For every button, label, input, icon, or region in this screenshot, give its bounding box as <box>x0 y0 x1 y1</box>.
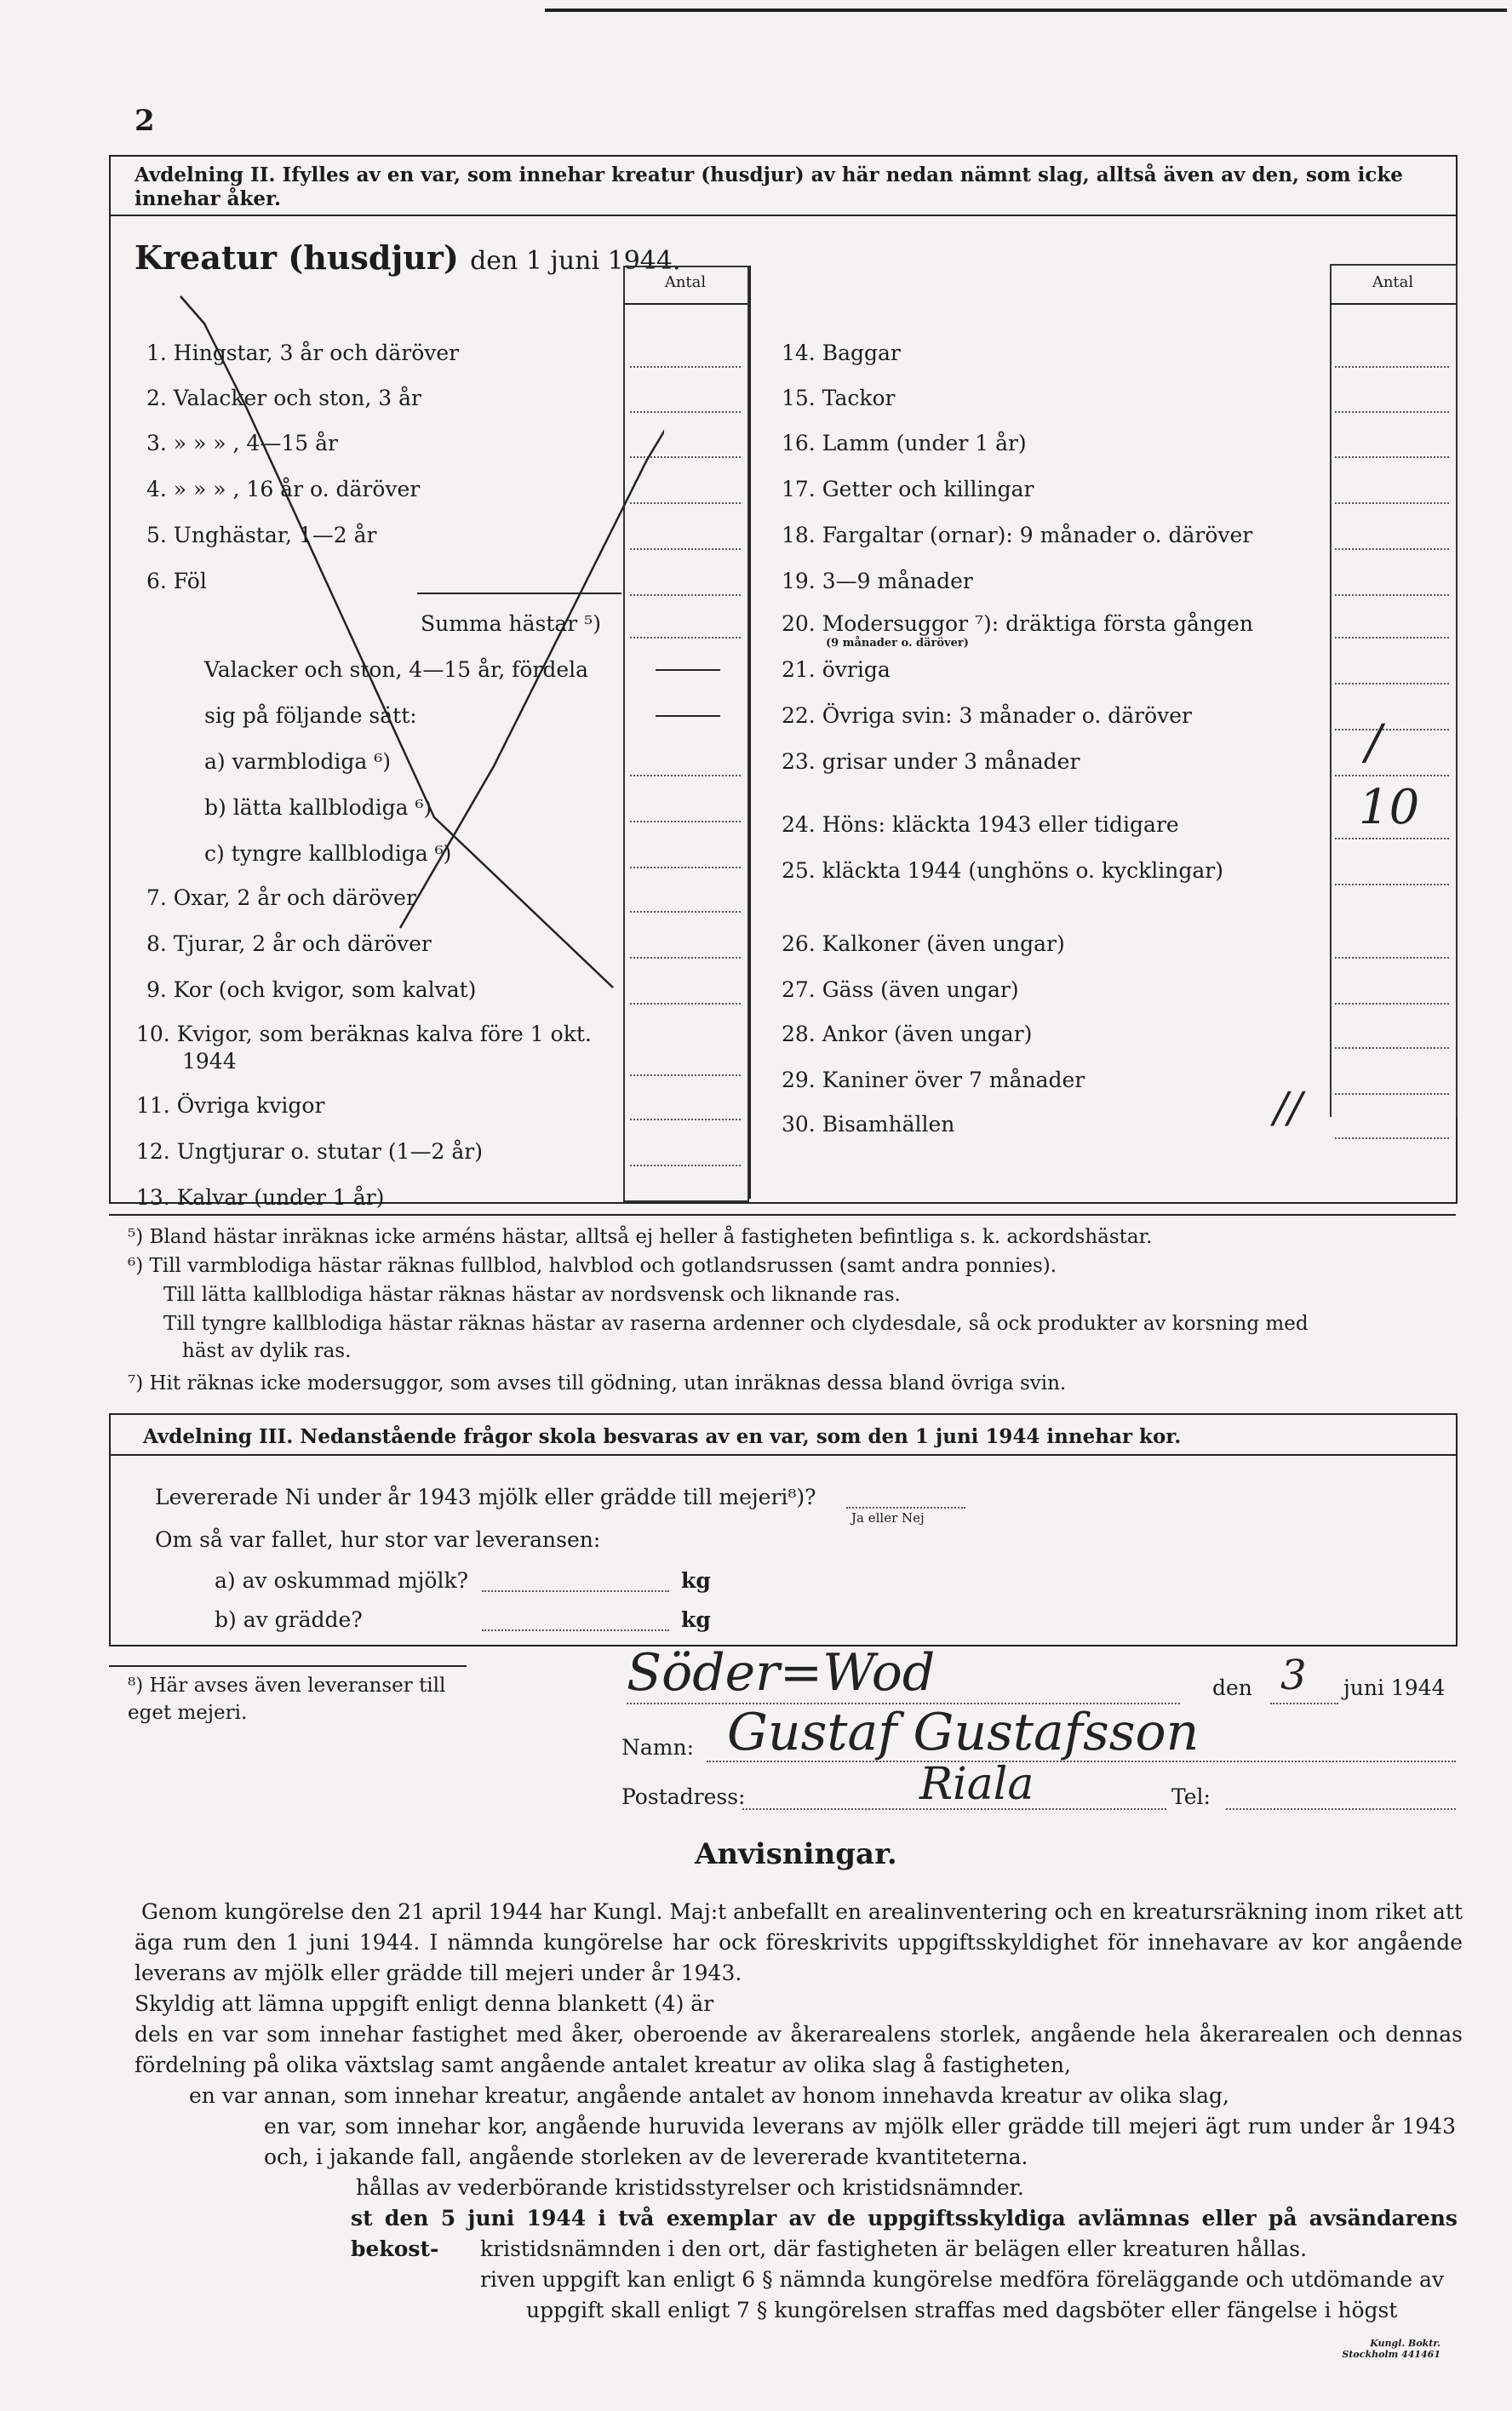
answer-line <box>1335 1003 1449 1005</box>
value-bee-mark: // <box>1274 1083 1303 1132</box>
left-count-header: Antal <box>664 273 707 291</box>
instructions-para-9: riven uppgift kan enligt 6 § nämnda kungörelse medföra föreläggande och utdömande av <box>480 2267 1445 2292</box>
row-24-hens: 24. Höns: kläckta 1943 eller tidigare <box>782 812 1179 837</box>
footnote-8-rule <box>109 1665 467 1667</box>
row-9-cows: 9. Kor (och kvigor, som kalvat) <box>146 977 477 1002</box>
row-23-piglets: 23. grisar under 3 månader <box>782 749 1080 774</box>
answer-line <box>482 1590 669 1592</box>
answer-line <box>1335 594 1449 596</box>
unit-kg: kg <box>681 1607 711 1632</box>
handwritten-day: 3 <box>1280 1652 1307 1699</box>
answer-line <box>630 1165 741 1166</box>
yes-no-hint: Ja eller Nej <box>851 1510 925 1526</box>
postaddress-line <box>742 1808 1166 1810</box>
right-count-header: Antal <box>1372 273 1414 291</box>
answer-line <box>1335 1047 1449 1049</box>
answer-line <box>1335 957 1449 959</box>
footnote-8: ⁸) Här avses även leveranser till eget mejeri. <box>128 1675 446 1724</box>
row-distribution: Valacker och ston, 4—15 år, fördela <box>204 657 589 682</box>
answer-line <box>1335 775 1449 776</box>
section-2-table-bottom <box>109 1214 1456 1216</box>
row-heavy-coldblood: c) tyngre kallblodiga ⁶) <box>204 841 452 866</box>
row-light-coldblood: b) lätta kallblodiga ⁶) <box>204 795 432 820</box>
instructions-para-5: en var, som innehar kor, angående huruvida leverans av mjölk eller grädde till mejeri ägt rum under år 1943 och, i jakande fall, angående storleken av de levererade kvantiteterna. <box>264 2114 1456 2169</box>
answer-line <box>1335 411 1449 413</box>
instructions-para-7: st den 5 juni 1944 i två exemplar av de uppgiftsskyldiga avlämnas eller på avsändarens bekost- <box>351 2206 1458 2261</box>
question-delivered: Levererade Ni under år 1943 mjölk eller grädde till mejeri⁸)? <box>155 1485 816 1509</box>
row-16-lambs: 16. Lamm (under 1 år) <box>782 431 1027 455</box>
row-1-stallions: 1. Hingstar, 3 år och däröver <box>146 341 460 365</box>
row-12-young-bulls: 12. Ungtjurar o. stutar (1—2 år) <box>136 1139 483 1164</box>
question-skim-milk: a) av oskummad mjölk? <box>215 1568 469 1593</box>
question-cream: b) av grädde? <box>215 1607 363 1632</box>
answer-line <box>1335 366 1449 368</box>
row-10-year: 1944 <box>182 1049 237 1074</box>
right-count-column <box>1330 264 1458 1117</box>
row-29-rabbits: 29. Kaniner över 7 månader <box>782 1068 1085 1092</box>
footnote-6: ⁶) Till varmblodiga hästar räknas fullblod, halvblod och gotlandsrussen (samt andra ponnies). <box>128 1255 1057 1277</box>
row-28-ducks: 28. Ankor (även ungar) <box>782 1022 1033 1046</box>
livestock-heading <box>135 238 681 277</box>
row-10-heifers: 10. Kvigor, som beräknas kalva före 1 okt. <box>136 1022 592 1046</box>
tel-line <box>1226 1808 1456 1810</box>
row-3: 3. » » » , 4—15 år <box>146 431 338 455</box>
dash-mark <box>656 715 720 717</box>
tel-label: Tel: <box>1171 1784 1211 1809</box>
row-11-other-heifers: 11. Övriga kvigor <box>136 1093 325 1118</box>
heading-bold: Kreatur (husdjur) <box>135 238 459 277</box>
top-rule <box>545 9 1507 12</box>
answer-line <box>1335 456 1449 458</box>
answer-line <box>482 1629 669 1631</box>
value-hens: 10 <box>1359 780 1420 835</box>
day-line <box>1270 1703 1338 1704</box>
postaddress-label: Postadress: <box>621 1784 746 1809</box>
row-26-turkeys: 26. Kalkoner (även ungar) <box>782 931 1065 956</box>
row-17-goats: 17. Getter och killingar <box>782 477 1034 501</box>
answer-line <box>1335 1137 1449 1139</box>
row-14-rams: 14. Baggar <box>782 341 901 365</box>
row-warmblood: a) varmblodiga ⁶) <box>204 749 391 774</box>
row-2-geldings: 2. Valacker och ston, 3 år <box>146 386 421 410</box>
row-20-sows-pregnant: 20. Modersuggor ⁷): dräktiga första gången <box>782 611 1253 636</box>
footnote-7: ⁷) Hit räknas icke modersuggor, som avses till gödning, utan inräknas dessa bland övriga svin. <box>128 1372 1067 1394</box>
row-30-bee-colonies: 30. Bisamhällen <box>782 1112 955 1137</box>
section-2-header: Avdelning II. Ifylles av en var, som innehar kreatur (husdjur) av här nedan nämnt slag, alltså även av den, som icke innehar åker. <box>135 163 1403 210</box>
section-3-header-rule <box>109 1454 1456 1456</box>
row-27-geese: 27. Gäss (även ungar) <box>782 977 1019 1002</box>
name-line <box>707 1761 1456 1762</box>
section-2-divider <box>749 266 751 1199</box>
answer-line <box>630 1074 741 1076</box>
answer-line <box>1335 502 1449 504</box>
row-5-young-horses: 5. Unghästar, 1—2 år <box>146 523 377 547</box>
name-label: Namn: <box>621 1735 695 1760</box>
section-2-header-rule <box>109 215 1456 216</box>
instructions-para-10: uppgift skall enligt 7 § kungörelsen straffas med dagsböter eller fängelse i högst <box>526 2298 1398 2322</box>
row-sum-horses: Summa hästar ⁵) <box>421 611 601 636</box>
row-distribution-cont: sig på följande sätt: <box>204 703 417 728</box>
handwritten-postaddress: Riala <box>919 1759 1034 1810</box>
section-3-header: Avdelning III. Nedanstående frågor skola besvaras av en var, som den 1 juni 1944 innehar kor. <box>143 1425 1182 1448</box>
answer-line <box>630 1119 741 1120</box>
instructions-para-4: en var annan, som innehar kreatur, angående antalet av honom innehavda kreatur av olika slag, <box>189 2083 1229 2108</box>
instructions-para-2: Skyldig att lämna uppgift enligt denna blankett (4) är <box>135 1991 714 2016</box>
answer-line <box>1335 548 1449 550</box>
right-col-head-rule <box>1330 303 1456 305</box>
row-13-calves: 13. Kalvar (under 1 år) <box>136 1185 385 1210</box>
answer-line <box>846 1507 965 1509</box>
row-7-oxen: 7. Oxar, 2 år och däröver <box>146 885 416 910</box>
unit-kg: kg <box>681 1568 711 1593</box>
answer-line <box>1335 884 1449 885</box>
month-year: juni 1944 <box>1343 1675 1446 1700</box>
handwritten-name: Gustaf Gustafsson <box>727 1703 1200 1762</box>
row-19-boars-young: 19. 3—9 månader <box>782 569 973 593</box>
row-21-sows-other: 21. övriga <box>782 657 891 682</box>
instructions-title: Anvisningar. <box>695 1837 897 1871</box>
instructions-para-3: dels en var som innehar fastighet med åker, oberoende av åkerarealens storlek, angående hela åkerarealen och dennas fördelning på olika växtslag samt angående antalet kreatur av olika slag å fastigheten, <box>135 2022 1463 2077</box>
den-label: den <box>1212 1675 1252 1700</box>
answer-line <box>1335 1093 1449 1095</box>
question-amount: Om så var fallet, hur stor var leveransen: <box>155 1527 601 1552</box>
footnote-6b: Till lätta kallblodiga hästar räknas hästar av nordsvensk och liknande ras. <box>163 1284 901 1306</box>
instructions-para-8: kristidsnämnden i den ort, där fastigheten är belägen eller kreaturen hållas. <box>480 2236 1308 2261</box>
instructions-para-1: Genom kungörelse den 21 april 1944 har Kungl. Maj:t anbefallt en arealinventering och en kreatursräkning inom riket att äga rum den 1 juni 1944. I nämnda kungörelse har ock föreskrivits uppgiftsskyldighet för innehavare av kor angående leverans av mjölk eller grädde till mejeri under år 1943. <box>135 1899 1463 1985</box>
instructions-para-6: hållas av vederbörande kristidsstyrelser och kristidsnämnder. <box>356 2175 1024 2200</box>
answer-line <box>1335 637 1449 639</box>
handwritten-strike-lines <box>170 289 664 1022</box>
answer-line <box>1335 838 1449 839</box>
row-18-boars: 18. Fargaltar (ornar): 9 månader o. däröver <box>782 523 1253 547</box>
answer-line <box>1335 729 1449 730</box>
handwritten-place: Söder=Wod <box>627 1643 936 1703</box>
row-15-ewes: 15. Tackor <box>782 386 896 410</box>
page-number: 2 <box>135 104 155 138</box>
row-6-foals: 6. Föl <box>146 569 207 593</box>
heading-date: den 1 juni 1944. <box>470 246 681 276</box>
sow-note: (9 månader o. däröver) <box>826 637 969 650</box>
row-8-bulls: 8. Tjurar, 2 år och däröver <box>146 931 432 956</box>
row-4: 4. » » » , 16 år o. däröver <box>146 477 421 501</box>
answer-line <box>1335 683 1449 684</box>
dash-mark <box>656 669 720 671</box>
value-piglets: / <box>1366 715 1382 770</box>
footnote-6c: Till tyngre kallblodiga hästar räknas hästar av raserna ardenner och clydesdale, så ock produkter av korsning med <box>163 1313 1309 1335</box>
footnote-5: ⁵) Bland hästar inräknas icke arméns hästar, alltså ej heller å fastigheten befintliga s. k. ackordshästar. <box>128 1226 1153 1248</box>
row-25-young-hens: 25. kläckta 1944 (unghöns o. kycklingar) <box>782 858 1223 883</box>
printer-mark: Kungl. Boktr. Stockholm 441461 <box>1342 2338 1440 2360</box>
footnote-6d: häst av dylik ras. <box>182 1340 352 1362</box>
row-22-pigs: 22. Övriga svin: 3 månader o. däröver <box>782 703 1192 728</box>
